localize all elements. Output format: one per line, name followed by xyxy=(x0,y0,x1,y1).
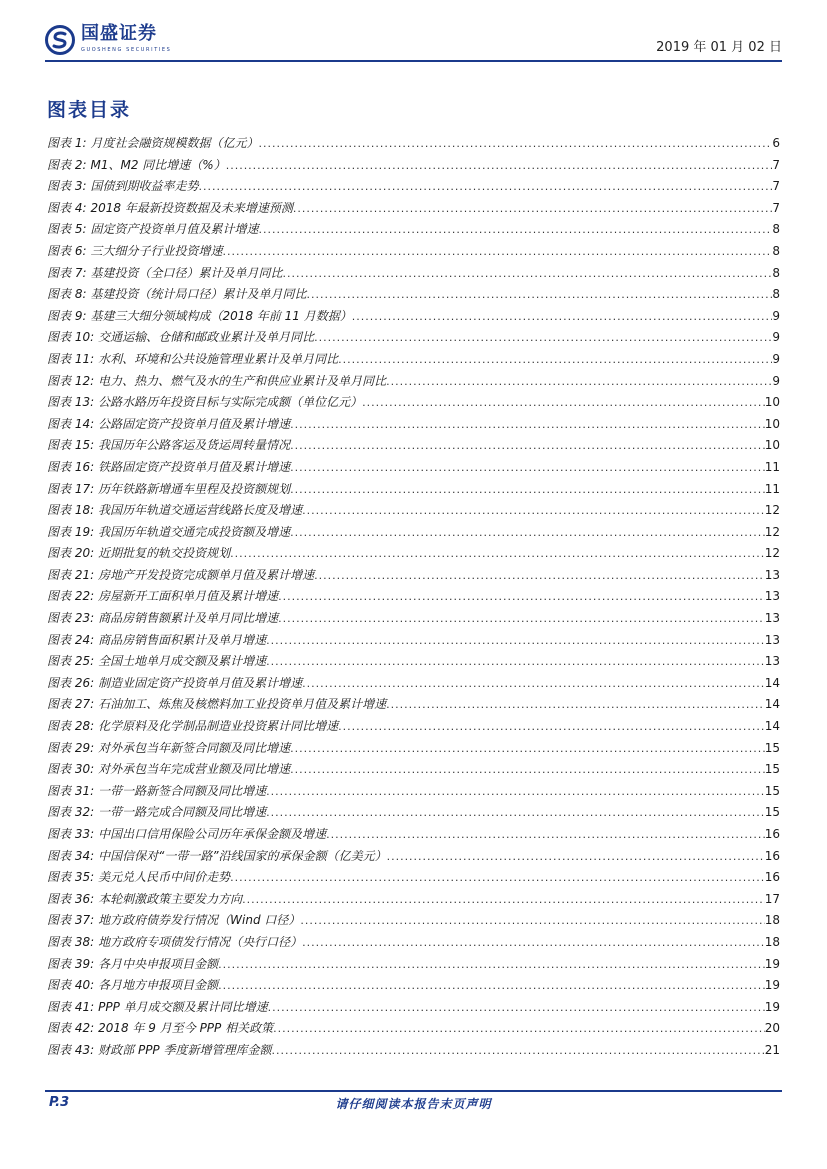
toc-leader-dots xyxy=(230,871,765,884)
toc-page-number: 13 xyxy=(764,611,780,626)
toc-page-number: 13 xyxy=(764,632,780,647)
toc-entry[interactable] xyxy=(47,609,780,631)
toc-entry[interactable] xyxy=(47,868,780,890)
toc-page-number: 11 xyxy=(764,459,780,474)
toc-leader-dots xyxy=(290,418,765,431)
toc-figure-title: 近期批复的轨交投资规划 xyxy=(98,546,231,561)
toc-figure-title: 基建投资（统计局口径）累计及单月同比 xyxy=(90,287,307,302)
toc-leader-dots xyxy=(271,1044,764,1057)
toc-entry[interactable] xyxy=(47,436,780,458)
toc-entry[interactable] xyxy=(47,890,780,912)
toc-figure-title: 房屋新开工面积单月值及累计增速 xyxy=(98,589,279,604)
toc-figure-label: 图表 2: xyxy=(47,157,87,172)
toc-figure-label: 图表 10: xyxy=(47,330,95,345)
toc-page-number: 18 xyxy=(764,913,780,928)
toc-page-number: 20 xyxy=(764,1021,780,1036)
toc-leader-dots xyxy=(307,288,773,301)
toc-figure-title: 月度社会融资规模数据（亿元） xyxy=(90,136,259,150)
toc-figure-title: 一带一路完成合同额及同比增速 xyxy=(98,805,267,820)
toc-page-number: 13 xyxy=(764,567,780,582)
company-name: 国盛证券 xyxy=(81,23,157,44)
toc-leader-dots xyxy=(352,310,773,323)
toc-entry[interactable] xyxy=(47,458,780,480)
toc-page-number: 13 xyxy=(764,589,780,604)
toc-leader-dots xyxy=(314,331,772,344)
toc-figure-label: 图表 41: xyxy=(47,999,95,1014)
toc-figure-title: 电力、热力、燃气及水的生产和供应业累计及单月同比 xyxy=(98,373,387,388)
toc-figure-label: 图表 19: xyxy=(47,524,95,539)
toc-leader-dots xyxy=(290,461,765,474)
toc-leader-dots xyxy=(266,785,765,798)
toc-figure-label: 图表 9: xyxy=(47,308,87,323)
toc-figure-title: 我国历年公路客运及货运周转量情况 xyxy=(98,438,291,453)
toc-page-number: 8 xyxy=(772,287,780,302)
toc-figure-title: 我国历年轨道交通运营线路长度及增速 xyxy=(98,503,303,518)
toc-figure-label: 图表 8: xyxy=(47,287,87,302)
toc-page-number: 14 xyxy=(764,675,780,690)
toc-figure-title: 化学原料及化学制品制造业投资累计同比增速 xyxy=(98,719,339,734)
company-subtitle: GUOSHENG SECURITIES xyxy=(81,47,172,53)
toc-figure-title: 商品房销售面积累计及单月增速 xyxy=(98,632,267,647)
toc-page-number: 9 xyxy=(772,373,780,388)
toc-entry[interactable] xyxy=(47,566,780,588)
toc-figure-label: 图表 6: xyxy=(47,243,87,258)
toc-entry[interactable] xyxy=(47,933,780,955)
toc-figure-label: 图表 32: xyxy=(47,805,95,820)
toc-leader-dots xyxy=(268,1001,765,1014)
toc-page-number: 9 xyxy=(772,330,780,345)
toc-page-number: 14 xyxy=(764,697,780,712)
toc-figure-label: 图表 16: xyxy=(47,459,95,474)
toc-leader-dots xyxy=(338,353,772,366)
toc-page-number: 11 xyxy=(764,481,780,496)
toc-page-number: 16 xyxy=(764,870,780,885)
toc-entry[interactable] xyxy=(47,393,780,415)
toc-figure-label: 图表 31: xyxy=(47,783,95,798)
toc-entry[interactable] xyxy=(47,372,780,394)
toc-page-number: 17 xyxy=(764,891,780,906)
toc-page-number: 15 xyxy=(764,762,780,777)
toc-leader-dots xyxy=(259,223,773,236)
toc-entry[interactable] xyxy=(47,220,780,242)
toc-page-number: 7 xyxy=(772,157,780,172)
toc-figure-title: 我国历年轨道交通完成投资额及增速 xyxy=(98,524,291,539)
toc-entry[interactable] xyxy=(47,177,780,199)
toc-page-number: 19 xyxy=(764,956,780,971)
toc-leader-dots xyxy=(266,655,765,668)
toc-figure-label: 图表 12: xyxy=(47,373,95,388)
toc-entry[interactable] xyxy=(47,652,780,674)
toc-figure-title: 石油加工、炼焦及核燃料加工业投资单月值及累计增速 xyxy=(98,697,387,712)
page-title: 图表目录 xyxy=(47,99,132,121)
toc-entry[interactable] xyxy=(47,739,780,761)
toc-figure-title: 国债到期收益率走势 xyxy=(90,179,199,194)
toc-figure-label: 图表 7: xyxy=(47,265,87,280)
toc-leader-dots xyxy=(242,893,765,906)
toc-leader-dots xyxy=(290,483,765,496)
toc-figure-title: 财政部 PPP 季度新增管理库金额 xyxy=(98,1042,272,1057)
toc-entry[interactable] xyxy=(47,544,780,566)
toc-figure-label: 图表 36: xyxy=(47,891,95,906)
toc-figure-label: 图表 37: xyxy=(47,913,95,928)
figure-index-list xyxy=(47,134,780,1063)
toc-figure-label: 图表 40: xyxy=(47,978,95,993)
toc-page-number: 8 xyxy=(772,265,780,280)
toc-figure-title: 基建三大细分领域构成（2018 年前 11 月数据） xyxy=(90,308,352,323)
toc-page-number: 8 xyxy=(772,222,780,237)
toc-leader-dots xyxy=(338,720,765,733)
toc-figure-title: M1、M2 同比增速（%） xyxy=(90,157,226,172)
toc-page-number: 15 xyxy=(764,805,780,820)
toc-page-number: 7 xyxy=(772,200,780,215)
toc-figure-title: 公路固定资产投资单月值及累计增速 xyxy=(98,416,291,431)
toc-figure-title: 水利、环境和公共设施管理业累计及单月同比 xyxy=(98,351,339,366)
toc-leader-dots xyxy=(223,245,773,258)
toc-entry[interactable] xyxy=(47,695,780,717)
toc-figure-label: 图表 43: xyxy=(47,1042,95,1057)
toc-entry[interactable] xyxy=(47,847,780,869)
toc-figure-label: 图表 35: xyxy=(47,870,95,885)
toc-figure-title: 中国信保对“一带一路”沿线国家的承保金额（亿美元） xyxy=(98,848,387,863)
toc-leader-dots xyxy=(290,763,765,776)
toc-leader-dots xyxy=(293,202,773,215)
toc-figure-label: 图表 29: xyxy=(47,740,95,755)
toc-leader-dots xyxy=(278,590,765,603)
toc-page-number: 6 xyxy=(772,136,780,150)
toc-page-number: 10 xyxy=(764,395,780,410)
toc-page-number: 13 xyxy=(764,654,780,669)
toc-page-number: 15 xyxy=(764,783,780,798)
toc-figure-title: 美元兑人民币中间价走势 xyxy=(98,870,231,885)
toc-figure-title: 各月中央申报项目金额 xyxy=(98,956,219,971)
toc-leader-dots xyxy=(259,137,773,150)
toc-figure-title: 铁路固定资产投资单月值及累计增速 xyxy=(98,459,291,474)
toc-entry[interactable] xyxy=(47,717,780,739)
toc-leader-dots xyxy=(230,547,765,560)
toc-page-number: 12 xyxy=(764,524,780,539)
toc-figure-title: 公路水路历年投资目标与实际完成额（单位亿元） xyxy=(98,395,363,410)
toc-entry[interactable] xyxy=(47,480,780,502)
toc-figure-title: 本轮刺激政策主要发力方向 xyxy=(98,891,243,906)
toc-leader-dots xyxy=(266,806,765,819)
toc-figure-label: 图表 28: xyxy=(47,719,95,734)
toc-entry[interactable] xyxy=(47,955,780,977)
toc-figure-title: 商品房销售额累计及单月同比增速 xyxy=(98,611,279,626)
toc-entry[interactable] xyxy=(47,803,780,825)
toc-leader-dots xyxy=(302,677,765,690)
page-number: P.3 xyxy=(49,1095,70,1110)
toc-leader-dots xyxy=(386,375,772,388)
toc-figure-title: 地方政府债券发行情况（Wind 口径） xyxy=(98,913,301,928)
toc-leader-dots xyxy=(283,267,773,280)
toc-figure-label: 图表 26: xyxy=(47,675,95,690)
toc-entry[interactable] xyxy=(47,285,780,307)
toc-figure-label: 图表 42: xyxy=(47,1021,95,1036)
toc-page-number: 15 xyxy=(764,740,780,755)
page-header xyxy=(45,22,782,62)
toc-figure-title: PPP 单月成交额及累计同比增速 xyxy=(98,999,268,1014)
toc-figure-label: 图表 13: xyxy=(47,395,95,410)
toc-figure-title: 全国土地单月成交额及累计增速 xyxy=(98,654,267,669)
toc-page-number: 9 xyxy=(772,351,780,366)
toc-leader-dots xyxy=(302,936,765,949)
toc-page-number: 8 xyxy=(772,243,780,258)
toc-figure-title: 固定资产投资单月值及累计增速 xyxy=(90,222,259,237)
toc-page-number: 12 xyxy=(764,503,780,518)
toc-figure-label: 图表 34: xyxy=(47,848,95,863)
toc-figure-title: 2018 年 9 月至今 PPP 相关政策 xyxy=(98,1021,274,1036)
toc-figure-label: 图表 21: xyxy=(47,567,95,582)
toc-page-number: 7 xyxy=(772,179,780,194)
toc-entry[interactable] xyxy=(47,501,780,523)
toc-figure-title: 房地产开发投资完成额单月值及累计增速 xyxy=(98,567,315,582)
toc-leader-dots xyxy=(314,569,765,582)
toc-page-number: 18 xyxy=(764,934,780,949)
company-logo xyxy=(45,22,171,62)
toc-page-number: 19 xyxy=(764,978,780,993)
toc-entry[interactable] xyxy=(47,782,780,804)
toc-figure-label: 图表 24: xyxy=(47,632,95,647)
toc-figure-title: 一带一路新签合同额及同比增速 xyxy=(98,783,267,798)
toc-page-number: 16 xyxy=(764,827,780,841)
report-date: 2019 年 01 月 02 日 xyxy=(656,40,782,55)
toc-figure-label: 图表 5: xyxy=(47,222,87,237)
toc-leader-dots xyxy=(290,742,765,755)
toc-leader-dots xyxy=(290,526,765,539)
toc-figure-label: 图表 22: xyxy=(47,589,95,604)
toc-entry[interactable] xyxy=(47,523,780,545)
toc-figure-label: 图表 15: xyxy=(47,438,95,453)
toc-leader-dots xyxy=(386,698,765,711)
toc-entry[interactable] xyxy=(47,760,780,782)
toc-leader-dots xyxy=(362,396,765,409)
toc-figure-label: 图表 4: xyxy=(47,200,87,215)
toc-figure-label: 图表 14: xyxy=(47,416,95,431)
toc-entry[interactable] xyxy=(47,1019,780,1041)
toc-figure-label: 图表 30: xyxy=(47,762,95,777)
toc-entry[interactable] xyxy=(47,134,780,156)
toc-entry[interactable] xyxy=(47,998,780,1020)
toc-figure-title: 对外承包当年新签合同额及同比增速 xyxy=(98,740,291,755)
toc-figure-label: 图表 33: xyxy=(47,827,95,841)
toc-figure-label: 图表 3: xyxy=(47,179,87,194)
toc-figure-title: 中国出口信用保险公司历年承保金额及增速 xyxy=(98,827,327,841)
toc-leader-dots xyxy=(326,828,765,841)
toc-page-number: 14 xyxy=(764,719,780,734)
toc-entry[interactable] xyxy=(47,911,780,933)
toc-leader-dots xyxy=(266,634,765,647)
toc-figure-title: 对外承包当年完成营业额及同比增速 xyxy=(98,762,291,777)
toc-entry[interactable] xyxy=(47,156,780,178)
toc-figure-title: 交通运输、仓储和邮政业累计及单月同比 xyxy=(98,330,315,345)
header-divider xyxy=(45,60,782,62)
toc-figure-title: 2018 年最新投资数据及未来增速预测 xyxy=(90,200,293,215)
toc-page-number: 12 xyxy=(764,546,780,561)
toc-page-number: 19 xyxy=(764,999,780,1014)
toc-leader-dots xyxy=(278,612,765,625)
toc-leader-dots xyxy=(302,504,765,517)
toc-leader-dots xyxy=(218,958,765,971)
logo-emblem-icon xyxy=(45,25,75,55)
toc-figure-title: 历年铁路新增通车里程及投资额规划 xyxy=(98,481,291,496)
toc-page-number: 10 xyxy=(764,416,780,431)
toc-leader-dots xyxy=(290,439,765,452)
toc-entry[interactable] xyxy=(47,976,780,998)
toc-entry[interactable] xyxy=(47,1041,780,1063)
toc-figure-title: 三大细分子行业投资增速 xyxy=(90,243,223,258)
toc-entry[interactable] xyxy=(47,199,780,221)
toc-entry[interactable] xyxy=(47,328,780,350)
toc-leader-dots xyxy=(226,159,773,172)
toc-entry[interactable] xyxy=(47,415,780,437)
toc-figure-title: 基建投资（全口径）累计及单月同比 xyxy=(90,265,283,280)
toc-figure-title: 制造业固定资产投资单月值及累计增速 xyxy=(98,675,303,690)
disclaimer-note: 请仔细阅读本报告末页声明 xyxy=(335,1097,492,1111)
toc-figure-label: 图表 18: xyxy=(47,503,95,518)
toc-figure-label: 图表 23: xyxy=(47,611,95,626)
toc-entry[interactable] xyxy=(47,350,780,372)
toc-leader-dots xyxy=(387,850,765,863)
toc-figure-title: 地方政府专项债发行情况（央行口径） xyxy=(98,934,303,949)
toc-entry[interactable] xyxy=(47,825,780,847)
toc-entry[interactable] xyxy=(47,631,780,653)
toc-entry[interactable] xyxy=(47,264,780,286)
toc-entry[interactable] xyxy=(47,674,780,696)
toc-figure-label: 图表 20: xyxy=(47,546,95,561)
toc-figure-label: 图表 25: xyxy=(47,654,95,669)
toc-entry[interactable] xyxy=(47,242,780,264)
toc-figure-title: 各月地方申报项目金额 xyxy=(98,978,219,993)
toc-leader-dots xyxy=(300,914,764,927)
toc-page-number: 21 xyxy=(764,1042,780,1057)
toc-figure-label: 图表 1: xyxy=(47,136,87,150)
toc-page-number: 10 xyxy=(764,438,780,453)
toc-page-number: 9 xyxy=(772,308,780,323)
toc-entry[interactable] xyxy=(47,587,780,609)
toc-leader-dots xyxy=(199,180,773,193)
toc-entry[interactable] xyxy=(47,307,780,329)
toc-figure-label: 图表 38: xyxy=(47,934,95,949)
toc-figure-label: 图表 11: xyxy=(47,351,95,366)
toc-figure-label: 图表 27: xyxy=(47,697,95,712)
toc-figure-label: 图表 39: xyxy=(47,956,95,971)
toc-figure-label: 图表 17: xyxy=(47,481,95,496)
toc-leader-dots xyxy=(218,979,765,992)
toc-page-number: 16 xyxy=(764,848,780,863)
toc-leader-dots xyxy=(273,1022,765,1035)
footer-divider xyxy=(45,1090,782,1092)
